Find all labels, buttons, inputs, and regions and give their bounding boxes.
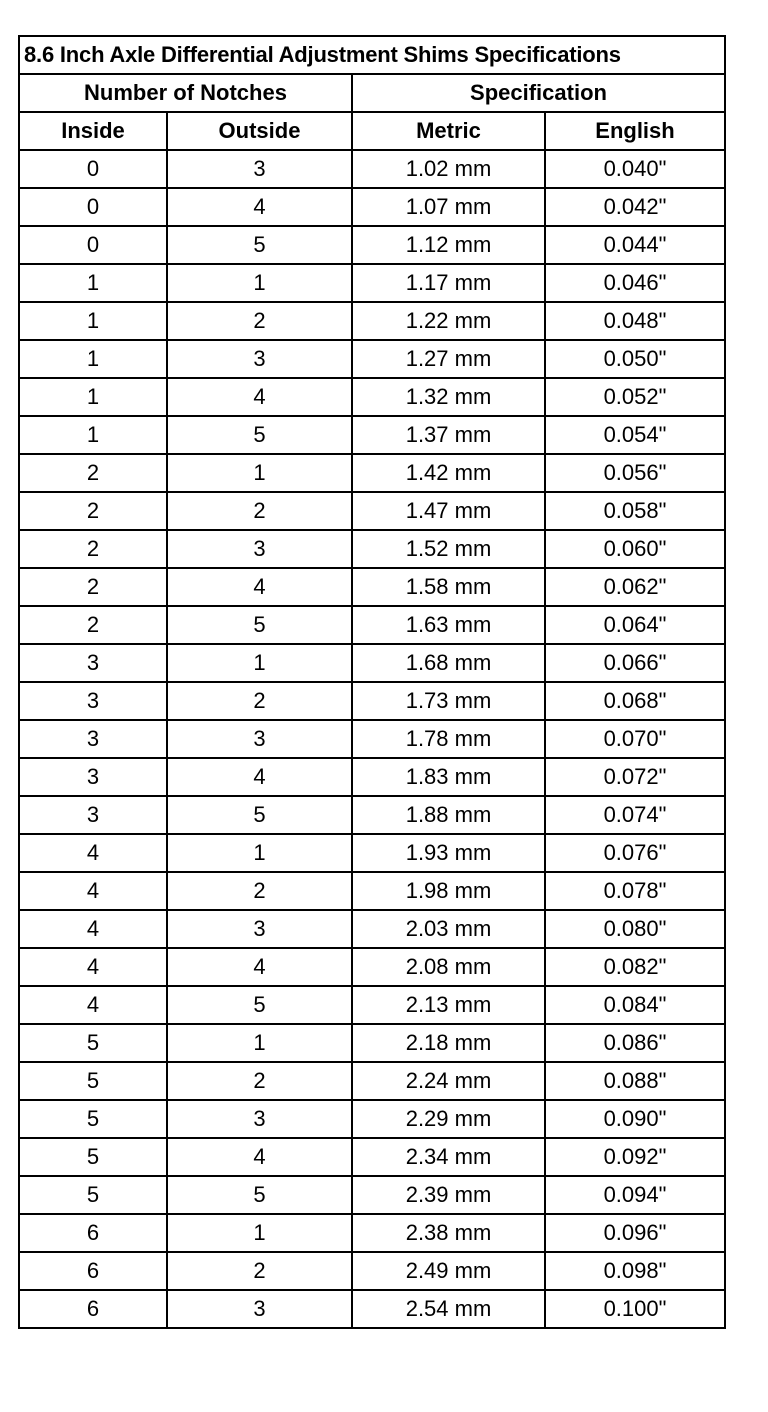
outside-notches-cell: 4 [167, 568, 352, 606]
outside-notches-cell: 5 [167, 226, 352, 264]
english-spec-cell: 0.042" [545, 188, 725, 226]
column-header-inside: Inside [19, 112, 167, 150]
table-row [19, 1024, 725, 1062]
table-row [19, 302, 725, 340]
outside-notches-cell: 4 [167, 1138, 352, 1176]
table-row [19, 568, 725, 606]
metric-spec-cell: 1.07 mm [352, 188, 545, 226]
outside-notches-cell: 3 [167, 530, 352, 568]
metric-spec-cell: 2.29 mm [352, 1100, 545, 1138]
specification-group-header: Specification [352, 74, 725, 112]
inside-notches-cell: 1 [19, 416, 167, 454]
metric-spec-cell: 2.39 mm [352, 1176, 545, 1214]
english-spec-cell: 0.074" [545, 796, 725, 834]
inside-notches-cell: 4 [19, 910, 167, 948]
inside-notches-cell: 3 [19, 796, 167, 834]
column-header-row [19, 112, 725, 150]
table-title: 8.6 Inch Axle Differential Adjustment Shims Specifications [19, 36, 725, 74]
table-row [19, 188, 725, 226]
outside-notches-cell: 3 [167, 1100, 352, 1138]
metric-spec-cell: 1.73 mm [352, 682, 545, 720]
table-row [19, 948, 725, 986]
inside-notches-cell: 3 [19, 720, 167, 758]
english-spec-cell: 0.066" [545, 644, 725, 682]
inside-notches-cell: 6 [19, 1290, 167, 1328]
metric-spec-cell: 2.49 mm [352, 1252, 545, 1290]
inside-notches-cell: 2 [19, 568, 167, 606]
inside-notches-cell: 6 [19, 1252, 167, 1290]
outside-notches-cell: 1 [167, 1024, 352, 1062]
outside-notches-cell: 1 [167, 264, 352, 302]
outside-notches-cell: 3 [167, 720, 352, 758]
outside-notches-cell: 2 [167, 302, 352, 340]
english-spec-cell: 0.076" [545, 834, 725, 872]
english-spec-cell: 0.064" [545, 606, 725, 644]
metric-spec-cell: 1.42 mm [352, 454, 545, 492]
inside-notches-cell: 5 [19, 1062, 167, 1100]
metric-spec-cell: 2.34 mm [352, 1138, 545, 1176]
metric-spec-cell: 1.98 mm [352, 872, 545, 910]
table-row [19, 644, 725, 682]
outside-notches-cell: 1 [167, 1214, 352, 1252]
english-spec-cell: 0.052" [545, 378, 725, 416]
metric-spec-cell: 1.88 mm [352, 796, 545, 834]
metric-spec-cell: 1.78 mm [352, 720, 545, 758]
table-row [19, 834, 725, 872]
english-spec-cell: 0.062" [545, 568, 725, 606]
metric-spec-cell: 1.83 mm [352, 758, 545, 796]
table-row [19, 1290, 725, 1328]
outside-notches-cell: 1 [167, 834, 352, 872]
table-body [19, 150, 725, 1328]
outside-notches-cell: 1 [167, 454, 352, 492]
table-row [19, 1176, 725, 1214]
outside-notches-cell: 5 [167, 796, 352, 834]
table-row [19, 872, 725, 910]
inside-notches-cell: 0 [19, 188, 167, 226]
column-header-outside: Outside [167, 112, 352, 150]
table-row [19, 758, 725, 796]
inside-notches-cell: 2 [19, 454, 167, 492]
table-row [19, 986, 725, 1024]
title-row [19, 36, 725, 74]
inside-notches-cell: 3 [19, 644, 167, 682]
english-spec-cell: 0.088" [545, 1062, 725, 1100]
english-spec-cell: 0.070" [545, 720, 725, 758]
table-row [19, 606, 725, 644]
english-spec-cell: 0.044" [545, 226, 725, 264]
metric-spec-cell: 1.27 mm [352, 340, 545, 378]
metric-spec-cell: 1.12 mm [352, 226, 545, 264]
outside-notches-cell: 2 [167, 1062, 352, 1100]
english-spec-cell: 0.082" [545, 948, 725, 986]
outside-notches-cell: 5 [167, 606, 352, 644]
english-spec-cell: 0.068" [545, 682, 725, 720]
english-spec-cell: 0.080" [545, 910, 725, 948]
outside-notches-cell: 5 [167, 1176, 352, 1214]
inside-notches-cell: 1 [19, 264, 167, 302]
metric-spec-cell: 2.03 mm [352, 910, 545, 948]
inside-notches-cell: 5 [19, 1176, 167, 1214]
english-spec-cell: 0.096" [545, 1214, 725, 1252]
english-spec-cell: 0.056" [545, 454, 725, 492]
inside-notches-cell: 0 [19, 150, 167, 188]
inside-notches-cell: 5 [19, 1138, 167, 1176]
metric-spec-cell: 1.58 mm [352, 568, 545, 606]
inside-notches-cell: 2 [19, 606, 167, 644]
english-spec-cell: 0.092" [545, 1138, 725, 1176]
inside-notches-cell: 3 [19, 682, 167, 720]
table-row [19, 1100, 725, 1138]
english-spec-cell: 0.084" [545, 986, 725, 1024]
inside-notches-cell: 3 [19, 758, 167, 796]
table-row [19, 264, 725, 302]
inside-notches-cell: 4 [19, 872, 167, 910]
table-row [19, 226, 725, 264]
inside-notches-cell: 1 [19, 378, 167, 416]
inside-notches-cell: 5 [19, 1024, 167, 1062]
table-row [19, 796, 725, 834]
english-spec-cell: 0.054" [545, 416, 725, 454]
outside-notches-cell: 2 [167, 1252, 352, 1290]
english-spec-cell: 0.058" [545, 492, 725, 530]
table-row [19, 492, 725, 530]
inside-notches-cell: 5 [19, 1100, 167, 1138]
english-spec-cell: 0.100" [545, 1290, 725, 1328]
english-spec-cell: 0.048" [545, 302, 725, 340]
metric-spec-cell: 1.63 mm [352, 606, 545, 644]
inside-notches-cell: 1 [19, 340, 167, 378]
table-row [19, 530, 725, 568]
table-row [19, 150, 725, 188]
metric-spec-cell: 1.68 mm [352, 644, 545, 682]
group-header-row [19, 74, 725, 112]
table-row [19, 1214, 725, 1252]
metric-spec-cell: 2.18 mm [352, 1024, 545, 1062]
metric-spec-cell: 2.24 mm [352, 1062, 545, 1100]
shim-spec-table [18, 35, 726, 1329]
metric-spec-cell: 2.54 mm [352, 1290, 545, 1328]
english-spec-cell: 0.086" [545, 1024, 725, 1062]
outside-notches-cell: 3 [167, 340, 352, 378]
outside-notches-cell: 3 [167, 910, 352, 948]
outside-notches-cell: 2 [167, 872, 352, 910]
table-row [19, 682, 725, 720]
english-spec-cell: 0.072" [545, 758, 725, 796]
english-spec-cell: 0.098" [545, 1252, 725, 1290]
english-spec-cell: 0.046" [545, 264, 725, 302]
metric-spec-cell: 1.32 mm [352, 378, 545, 416]
inside-notches-cell: 4 [19, 986, 167, 1024]
outside-notches-cell: 4 [167, 948, 352, 986]
metric-spec-cell: 1.22 mm [352, 302, 545, 340]
metric-spec-cell: 1.37 mm [352, 416, 545, 454]
metric-spec-cell: 1.93 mm [352, 834, 545, 872]
metric-spec-cell: 2.08 mm [352, 948, 545, 986]
metric-spec-cell: 1.17 mm [352, 264, 545, 302]
english-spec-cell: 0.094" [545, 1176, 725, 1214]
english-spec-cell: 0.090" [545, 1100, 725, 1138]
metric-spec-cell: 1.47 mm [352, 492, 545, 530]
english-spec-cell: 0.078" [545, 872, 725, 910]
outside-notches-cell: 5 [167, 986, 352, 1024]
metric-spec-cell: 1.02 mm [352, 150, 545, 188]
inside-notches-cell: 1 [19, 302, 167, 340]
table-row [19, 416, 725, 454]
outside-notches-cell: 2 [167, 682, 352, 720]
inside-notches-cell: 4 [19, 948, 167, 986]
english-spec-cell: 0.060" [545, 530, 725, 568]
table-row [19, 454, 725, 492]
outside-notches-cell: 5 [167, 416, 352, 454]
outside-notches-cell: 4 [167, 758, 352, 796]
inside-notches-cell: 4 [19, 834, 167, 872]
inside-notches-cell: 2 [19, 530, 167, 568]
table-row [19, 1062, 725, 1100]
english-spec-cell: 0.040" [545, 150, 725, 188]
english-spec-cell: 0.050" [545, 340, 725, 378]
inside-notches-cell: 2 [19, 492, 167, 530]
column-header-metric: Metric [352, 112, 545, 150]
outside-notches-cell: 2 [167, 492, 352, 530]
table-row [19, 1138, 725, 1176]
table-row [19, 910, 725, 948]
notches-group-header: Number of Notches [19, 74, 352, 112]
outside-notches-cell: 3 [167, 1290, 352, 1328]
metric-spec-cell: 2.13 mm [352, 986, 545, 1024]
outside-notches-cell: 4 [167, 378, 352, 416]
metric-spec-cell: 2.38 mm [352, 1214, 545, 1252]
outside-notches-cell: 1 [167, 644, 352, 682]
table-row [19, 340, 725, 378]
metric-spec-cell: 1.52 mm [352, 530, 545, 568]
outside-notches-cell: 4 [167, 188, 352, 226]
inside-notches-cell: 0 [19, 226, 167, 264]
inside-notches-cell: 6 [19, 1214, 167, 1252]
table-row [19, 1252, 725, 1290]
outside-notches-cell: 3 [167, 150, 352, 188]
column-header-english: English [545, 112, 725, 150]
table-row [19, 378, 725, 416]
table-row [19, 720, 725, 758]
